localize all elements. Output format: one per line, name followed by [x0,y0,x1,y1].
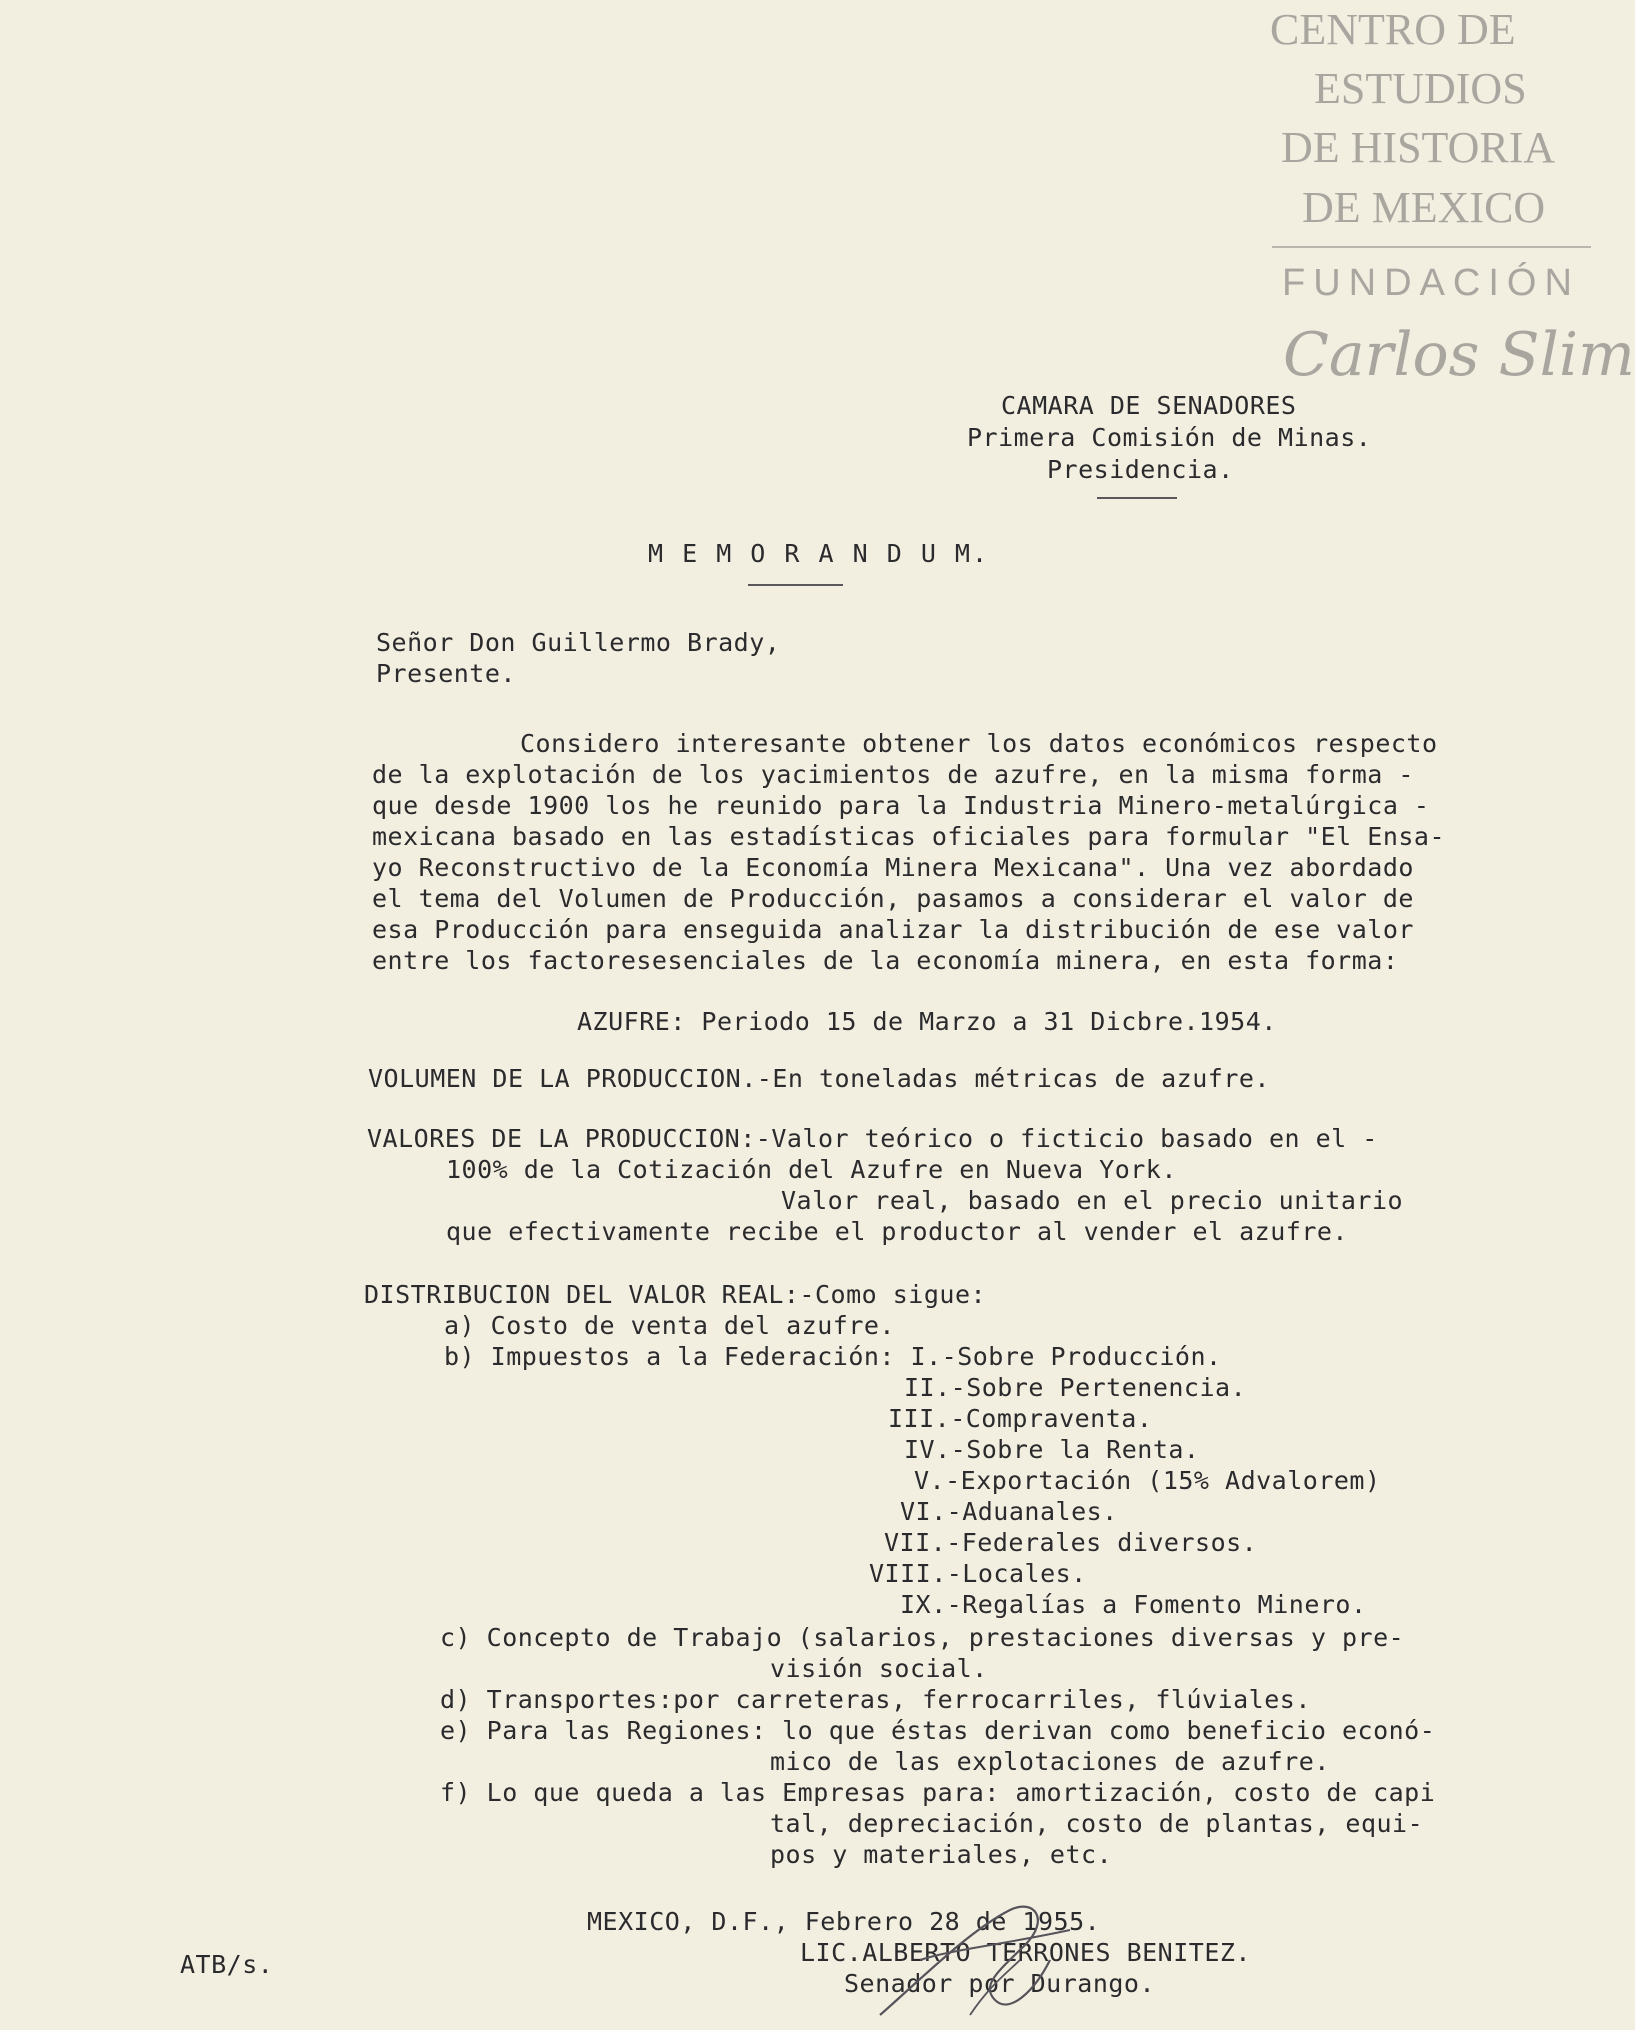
watermark-divider [1272,246,1591,248]
body-line-7: esa Producción para enseguida analizar la distribución de ese valor [372,915,1414,944]
body-line-6: el tema del Volumen de Producción, pasamos a considerar el valor de [372,884,1414,913]
body-line-4: mexicana basado en las estadísticas oficiales para formular "El Ensa- [372,822,1446,851]
header-line-3: Presidencia. [1047,455,1234,484]
title-underline [748,584,843,586]
distribucion-item-f-2: tal, depreciación, costo de plantas, equi- [770,1809,1424,1838]
watermark-line-4: DE MEXICO [1302,183,1546,232]
distribucion-item-d: d) Transportes:por carreteras, ferrocarriles, flúviales. [440,1685,1311,1714]
volumen-line: VOLUMEN DE LA PRODUCCION.-En toneladas métricas de azufre. [368,1064,1270,1093]
distribucion-item-b: b) Impuestos a la Federación: I.-Sobre Producción. [444,1342,1222,1371]
tax-item-9: IX.-Regalías a Fomento Minero. [900,1590,1367,1619]
distribucion-item-c-2: visión social. [770,1654,988,1683]
watermark-signature: Carlos Slim [1283,320,1635,390]
distribucion-item-e-2: mico de las explotaciones de azufre. [770,1747,1330,1776]
salutation-line-2: Presente. [376,659,516,688]
closing-role: Senador por Durango. [844,1969,1156,1998]
distribucion-item-c-1: c) Concepto de Trabajo (salarios, prestaciones diversas y pre- [440,1623,1405,1652]
valores-line-3: Valor real, basado en el precio unitario [781,1186,1404,1215]
valores-line-2: 100% de la Cotización del Azufre en Nueva York. [446,1155,1177,1184]
header-line-2: Primera Comisión de Minas. [967,423,1372,452]
memo-title: M E M O R A N D U M. [648,539,990,568]
tax-item-4: IV.-Sobre la Renta. [904,1435,1200,1464]
tax-item-7: VII.-Federales diversos. [884,1528,1258,1557]
tax-item-5: V.-Exportación (15% Advalorem) [914,1466,1381,1495]
distribucion-heading: DISTRIBUCION DEL VALOR REAL:-Como sigue: [364,1280,987,1309]
closing-name: LIC.ALBERTO TERRONES BENITEZ. [800,1938,1251,1967]
distribucion-item-f-1: f) Lo que queda a las Empresas para: amortización, costo de capi [440,1778,1436,1807]
watermark-line-1: CENTRO DE [1270,5,1516,54]
watermark-line-3: DE HISTORIA [1281,123,1556,172]
tax-item-8: VIII.-Locales. [869,1559,1087,1588]
period-line: AZUFRE: Periodo 15 de Marzo a 31 Dicbre.1954. [577,1007,1277,1036]
valores-line-1: VALORES DE LA PRODUCCION:-Valor teórico o ficticio basado en el - [367,1124,1378,1153]
distribucion-item-e-1: e) Para las Regiones: lo que éstas derivan como beneficio econó- [440,1716,1436,1745]
valores-line-4: que efectivamente recibe el productor al vender el azufre. [446,1217,1348,1246]
body-line-8: entre los factoresesenciales de la economía minera, en esta forma: [372,946,1399,975]
body-line-1: Considero interesante obtener los datos económicos respecto [520,729,1438,758]
closing-place-date: MEXICO, D.F., Febrero 28 de 1955. [587,1907,1101,1936]
header-underline [1097,497,1177,499]
header-line-1: CAMARA DE SENADORES [1001,391,1297,420]
tax-item-3: III.-Compraventa. [888,1404,1153,1433]
handwritten-signature [860,1890,1120,2030]
tax-item-6: VI.-Aduanales. [900,1497,1118,1526]
body-line-2: de la explotación de los yacimientos de azufre, en la misma forma - [372,760,1414,789]
distribucion-item-f-3: pos y materiales, etc. [770,1840,1113,1869]
body-line-5: yo Reconstructivo de la Economía Minera Mexicana". Una vez abordado [372,853,1414,882]
tax-item-2: II.-Sobre Pertenencia. [904,1373,1247,1402]
watermark-line-2: ESTUDIOS [1314,64,1527,113]
distribucion-item-a: a) Costo de venta del azufre. [444,1311,895,1340]
typist-initials: ATB/s. [180,1950,274,1979]
watermark-fundacion: FUNDACIÓN [1282,262,1580,304]
body-line-3: que desde 1900 los he reunido para la Industria Minero-metalúrgica - [372,791,1430,820]
salutation-line-1: Señor Don Guillermo Brady, [376,628,781,657]
